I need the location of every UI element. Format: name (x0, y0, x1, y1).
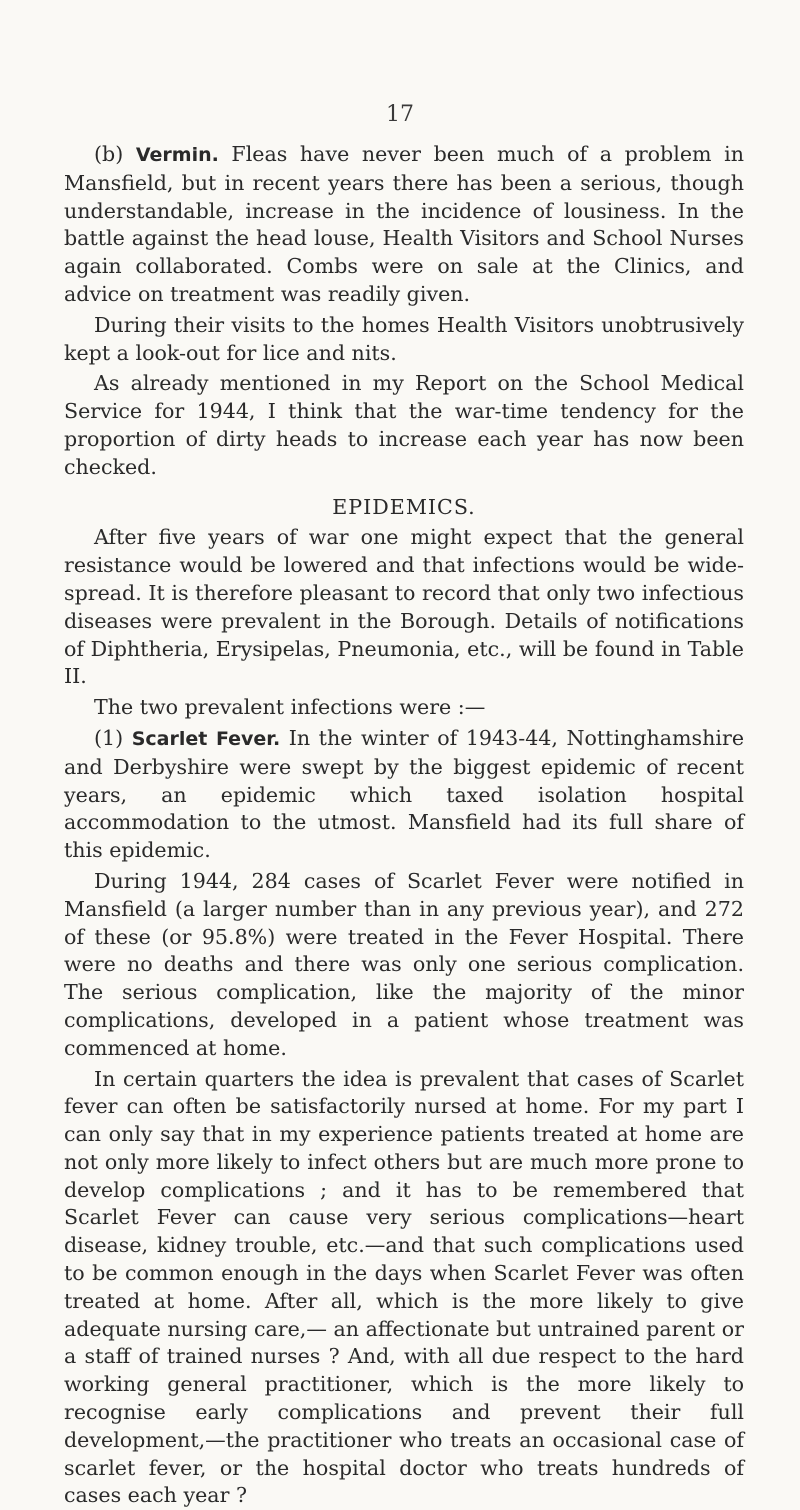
paragraph-home-nursing: In certain quarters the idea is prevalent that cases of Scarlet fever can often be satisfactorily nursed at home. For my part I can only say that in my experience patients treated at home are not only more likely to infect others but are much more prone to develop complications ; and it has to be remembered that Scarlet Fever can cause very serious complications—heart disease, kidney trouble, etc.—and that such complications used to be common enough in the days when Scarlet Fever was often treated at home. After all, which is the more likely to give adequate nursing care,— an affectionate but untrained parent or a staff of trained nurses ? And, with all due respect to the hard working general practitioner, which is the more likely to recognise early complications and prevent their full development,—the practitioner who treats an occasional case of scarlet fever, or the hospital doctor who treats hundreds of cases each year ? (64, 1066, 744, 1510)
section-heading-epidemics: EPIDEMICS. (64, 494, 744, 522)
paragraph-report: As already mentioned in my Report on the School Medical Service for 1944, I think that the war-time tendency for the proportion of dirty heads to increase each year has now been checked. (64, 370, 744, 481)
page-number: 17 (0, 102, 800, 127)
vermin-label: Vermin. (136, 144, 219, 166)
vermin-prefix: (b) (94, 142, 136, 166)
scarlet-text: In the winter of 1943-44, Nottinghamshire and Derbyshire were swept by the biggest epidemic of recent years, an epidemic which taxed isolation hospital accommodation to the utmost. Mansfield had its full share of this epidemic. (64, 726, 744, 862)
scarlet-label: Scarlet Fever. (132, 728, 280, 750)
scarlet-prefix: (1) (94, 726, 132, 750)
body-text (64, 141, 744, 1510)
paragraph-1944-cases: During 1944, 284 cases of Scarlet Fever were notified in Mansfield (a larger number than in any previous year), and 272 of these (or 95.8%) were treated in the Fever Hospital. There were no deaths and there was only one serious complication. The serious complication, like the majority of the minor complications, developed in a patient whose treatment was commenced at home. (64, 868, 744, 1063)
paragraph-vermin (64, 141, 744, 309)
paragraph-visits: During their visits to the homes Health Visitors unobtrusively kept a look-out for lice and nits. (64, 312, 744, 368)
vermin-text: Fleas have never been much of a problem in Mansfield, but in recent years there has been a serious, though understandable, increase in the incidence of lousiness. In the battle against the head louse, Health Visitors and School Nurses again collaborated. Combs were on sale at the Clinics, and advice on treatment was readily given. (64, 142, 744, 306)
paragraph-war: After five years of war one might expect that the general resistance would be lowered and that infections would be wide-spread. It is therefore pleasant to record that only two infectious diseases were prevalent in the Borough. Details of notifications of Diphtheria, Erysipelas, Pneumonia, etc., will be found in Table II. (64, 524, 744, 691)
paragraph-two-infections: The two prevalent infections were :— (64, 694, 744, 722)
paragraph-scarlet-fever (64, 725, 744, 865)
